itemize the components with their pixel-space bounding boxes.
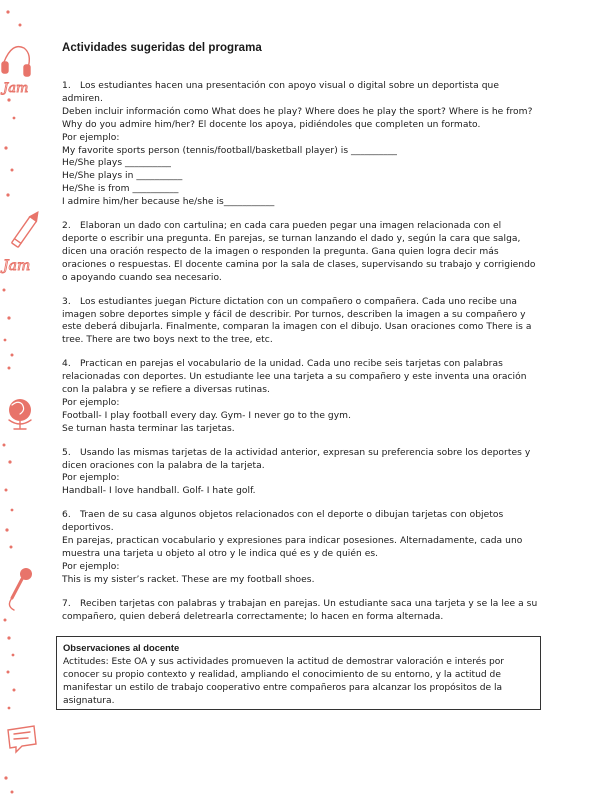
activity-text: Reciben tarjetas con palabras y trabajan en parejas. Un estudiante saca una tarjeta y se la lee a su compañero, quien deberá deletrearla correctamente; lo hacen en forma alternada. [62, 598, 538, 622]
activity-3 [62, 296, 540, 348]
example-line: He/She plays __________ [62, 158, 172, 169]
activity-4 [62, 358, 540, 435]
observations-text: Actitudes: Este OA y sus actividades promueven la actitud de demostrar valoración e interés por conocer su propio contexto y realidad, ampliando el conocimiento de su entorno, y la actitud de manifestar un estilo de trabajo cooperativo entre compañeros para alcanzar los propósitos de la asignatura. [63, 656, 505, 706]
activity-5 [62, 447, 540, 499]
activity-number: 5. [62, 447, 71, 458]
activity-text: En parejas, practican vocabulario y expresiones para indicar posesiones. Alternadamente, cada uno muestra una tarjeta u objeto al otro y le indica qué es y de quién es. [62, 536, 523, 559]
example-line: He/She is from __________ [62, 184, 179, 195]
observations-title: Observaciones al docente [63, 642, 180, 653]
main-content [62, 41, 540, 635]
example-line: My favorite sports person (tennis/football/basketball player) is __________ [62, 145, 398, 156]
pencil-icon [12, 210, 41, 247]
activity-number: 3. [62, 296, 71, 307]
activity-number: 2. [62, 221, 71, 232]
activity-2 [62, 220, 540, 285]
activity-text: Practican en parejas el vocabulario de la unidad. Cada uno recibe seis tarjetas con palabras relacionadas con deportes. Un estudiante lee una tarjeta a su compañero y este inventa una oración con la palabra y se refiere a diversas rutinas. [62, 359, 527, 396]
page-title: Actividades sugeridas del programa [62, 42, 262, 54]
teacher-observations-box [56, 636, 541, 710]
activity-text: Los estudiantes juegan Picture dictation con un compañero o compañera. Cada uno recibe una imagen sobre deportes simple y fácil de describir. Por turnos, describen la imagen a su compañero y este deberá dibujarla. Finalmente, comparan la imagen con el dibujo. Usan oraciones como There is a tree. There are two boys next to the tree, etc. [62, 296, 532, 346]
example-label: Por ejemplo: [62, 397, 120, 408]
activity-text: Elaboran un dado con cartulina; en cada cara pueden pegar una imagen relacionada con el deporte o escribir una pregunta. En parejas, se turnan lanzando el dado y, según la cara que salga, dicen una oración respecto de la imagen o responden la pregunta. Gana quien logra decir más oraciones o respuestas. El docente camina por la sala de clases, supervisando su trabajo y corrigiendo o apoyando cuando sea necesario. [62, 221, 536, 283]
doodle-word-2: Jam [3, 258, 31, 274]
activity-text: Los estudiantes hacen una presentación con apoyo visual o digital sobre un deportista que admiren. [62, 81, 500, 104]
activity-7 [62, 598, 540, 624]
activity-number: 7. [62, 598, 71, 609]
activity-1 [62, 80, 540, 209]
example-label: Por ejemplo: [62, 561, 120, 572]
activity-number: 1. [62, 81, 71, 91]
example-line: This is my sister’s racket. These are my football shoes. [62, 574, 315, 585]
activity-text: Traen de su casa algunos objetos relacionados con el deporte o dibujan tarjetas con objetos deportivos. [62, 510, 504, 534]
globe-icon [9, 399, 31, 429]
activity-text: Usando las mismas tarjetas de la actividad anterior, expresan su preferencia sobre los deportes y dicen oraciones con la palabra de la tarjeta. [62, 447, 531, 471]
activity-text: Deben incluir información como What does he play? Where does he play the sport? Where is he from? Why do you admire him/her? El docente los apoya, pidiéndoles que completen un formato. [62, 106, 533, 130]
margin-decoration [0, 0, 55, 800]
example-line: He/She plays in __________ [62, 171, 183, 182]
activity-6 [62, 509, 540, 586]
example-label: Por ejemplo: [62, 132, 120, 143]
activity-number: 6. [62, 510, 71, 521]
doodle-word-1: Jam [3, 81, 29, 96]
example-line: Football- I play football every day. Gym- I never go to the gym. [62, 410, 352, 421]
example-label: Por ejemplo: [62, 473, 120, 484]
activity-text: Se turnan hasta terminar las tarjetas. [62, 423, 235, 434]
example-line: I admire him/her because he/she is___________ [62, 197, 275, 208]
headphones-icon [2, 47, 30, 76]
speech-bubble-icon [8, 726, 36, 752]
activity-number: 4. [62, 359, 71, 370]
microphone-icon [9, 568, 32, 610]
example-line: Handball- I love handball. Golf- I hate golf. [62, 486, 256, 497]
